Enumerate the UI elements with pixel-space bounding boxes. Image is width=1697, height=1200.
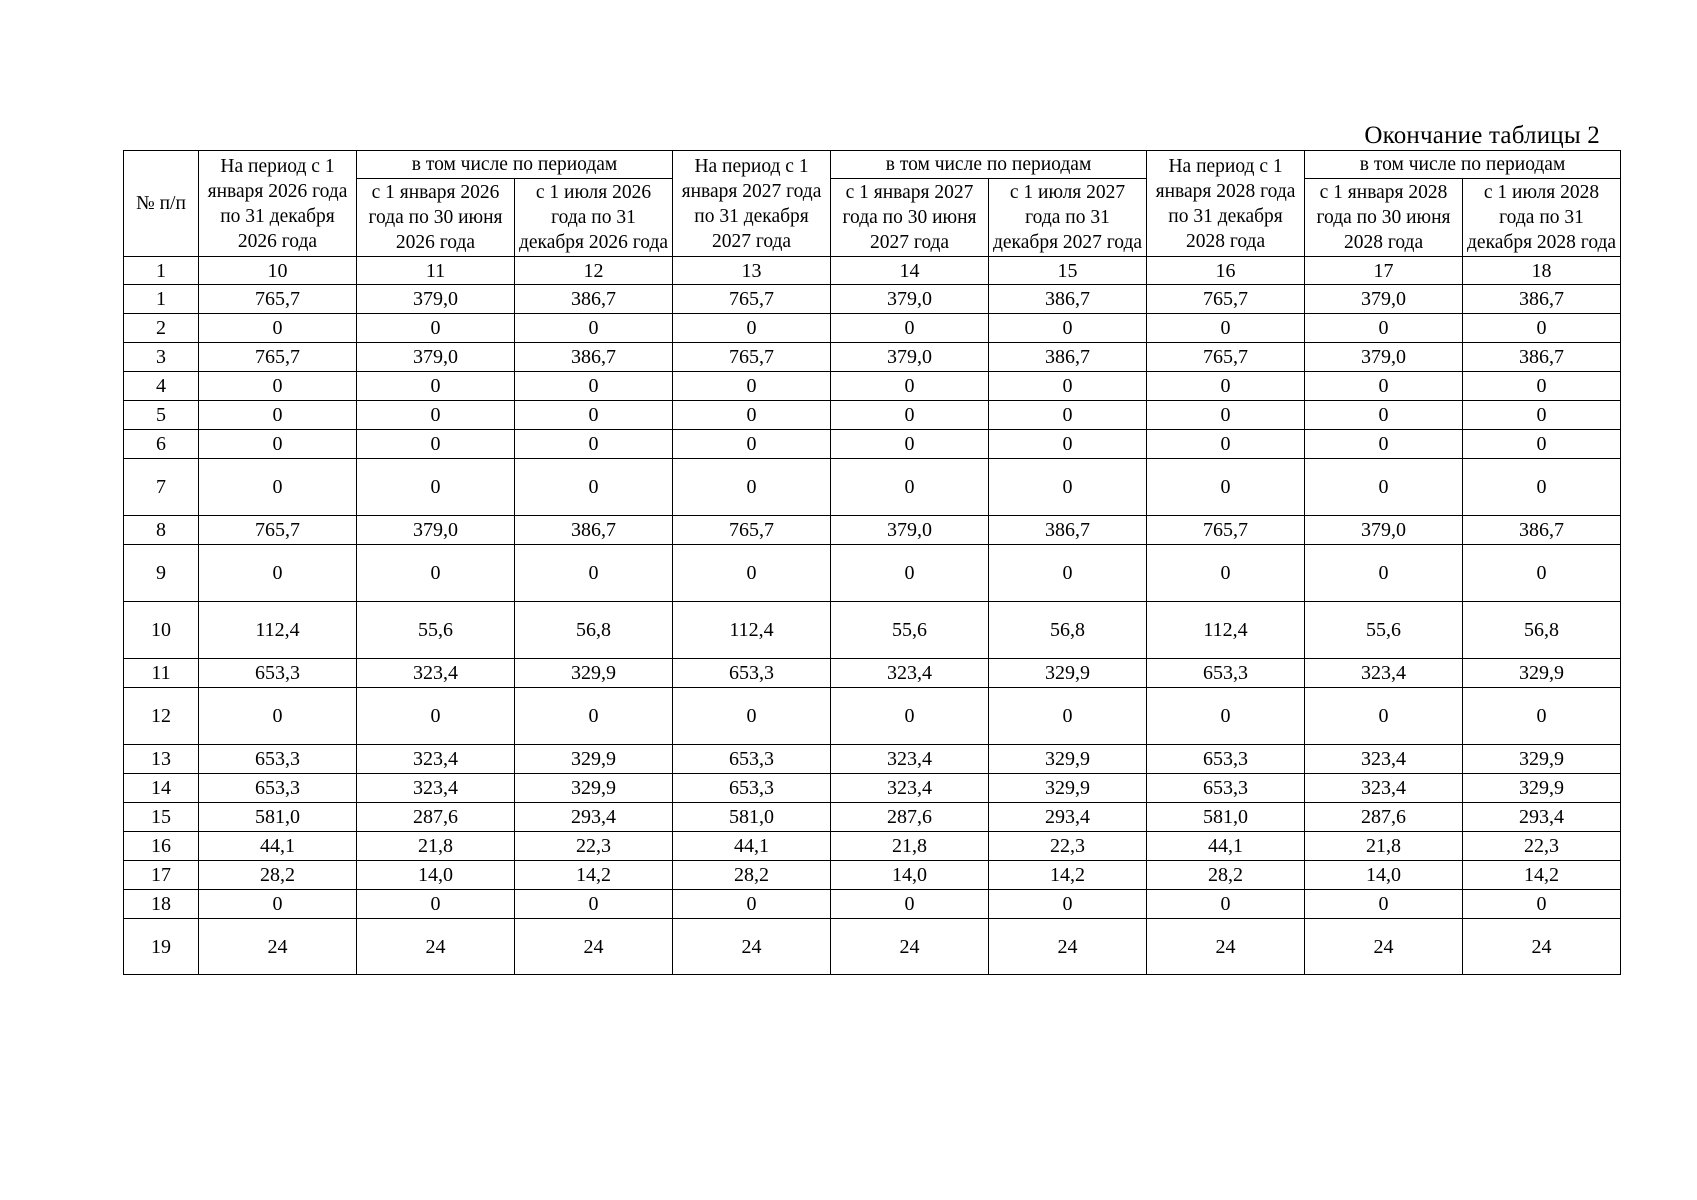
value-cell: 0: [831, 314, 989, 343]
header-subperiods-2028: в том числе по периодам: [1305, 151, 1621, 179]
header-period-2027: На период с 1 января 2027 года по 31 декабря 2027 года: [673, 151, 831, 257]
table-row: [124, 285, 1621, 314]
value-cell: 765,7: [673, 516, 831, 545]
value-cell: 14,2: [515, 861, 673, 890]
value-cell: 653,3: [1147, 774, 1305, 803]
value-cell: 653,3: [673, 745, 831, 774]
table-row: [124, 688, 1621, 745]
value-cell: 386,7: [515, 516, 673, 545]
value-cell: 765,7: [673, 285, 831, 314]
value-cell: 0: [1463, 314, 1621, 343]
value-cell: 22,3: [515, 832, 673, 861]
value-cell: 0: [673, 372, 831, 401]
table-row: [124, 890, 1621, 919]
value-cell: 0: [1147, 890, 1305, 919]
value-cell: 24: [199, 919, 357, 975]
value-cell: 0: [1147, 430, 1305, 459]
value-cell: 21,8: [831, 832, 989, 861]
value-cell: 323,4: [831, 774, 989, 803]
value-cell: 323,4: [1305, 774, 1463, 803]
column-number: 18: [1463, 257, 1621, 285]
value-cell: 0: [1147, 545, 1305, 602]
value-cell: 0: [1305, 545, 1463, 602]
value-cell: 329,9: [1463, 745, 1621, 774]
value-cell: 14,0: [831, 861, 989, 890]
value-cell: 55,6: [357, 602, 515, 659]
value-cell: 0: [1463, 688, 1621, 745]
column-number: 14: [831, 257, 989, 285]
value-cell: 112,4: [673, 602, 831, 659]
value-cell: 0: [199, 430, 357, 459]
value-cell: 112,4: [1147, 602, 1305, 659]
value-cell: 329,9: [515, 745, 673, 774]
value-cell: 0: [989, 545, 1147, 602]
value-cell: 329,9: [1463, 774, 1621, 803]
value-cell: 323,4: [1305, 745, 1463, 774]
value-cell: 0: [989, 401, 1147, 430]
row-number-cell: 19: [124, 919, 199, 975]
table-row: [124, 803, 1621, 832]
value-cell: 14,2: [1463, 861, 1621, 890]
value-cell: 287,6: [831, 803, 989, 832]
value-cell: 0: [1463, 430, 1621, 459]
value-cell: 0: [673, 688, 831, 745]
value-cell: 21,8: [357, 832, 515, 861]
table-header: [124, 151, 1621, 285]
value-cell: 0: [989, 314, 1147, 343]
value-cell: 0: [831, 890, 989, 919]
header-period-2028: На период с 1 января 2028 года по 31 декабря 2028 года: [1147, 151, 1305, 257]
value-cell: 0: [673, 314, 831, 343]
row-number-cell: 4: [124, 372, 199, 401]
value-cell: 56,8: [989, 602, 1147, 659]
value-cell: 0: [1305, 430, 1463, 459]
value-cell: 24: [989, 919, 1147, 975]
value-cell: 287,6: [1305, 803, 1463, 832]
value-cell: 379,0: [831, 285, 989, 314]
header-h1-2027: с 1 января 2027 года по 30 июня 2027 года: [831, 179, 989, 257]
value-cell: 0: [831, 688, 989, 745]
value-cell: 581,0: [1147, 803, 1305, 832]
value-cell: 323,4: [357, 659, 515, 688]
header-h2-2028: с 1 июля 2028 года по 31 декабря 2028 года: [1463, 179, 1621, 257]
value-cell: 379,0: [831, 516, 989, 545]
value-cell: 379,0: [1305, 516, 1463, 545]
value-cell: 386,7: [515, 343, 673, 372]
table-row: [124, 659, 1621, 688]
value-cell: 24: [357, 919, 515, 975]
value-cell: 24: [831, 919, 989, 975]
value-cell: 44,1: [673, 832, 831, 861]
value-cell: 0: [1463, 401, 1621, 430]
value-cell: 323,4: [831, 659, 989, 688]
value-cell: 0: [1147, 459, 1305, 516]
value-cell: 293,4: [515, 803, 673, 832]
value-cell: 0: [199, 688, 357, 745]
value-cell: 28,2: [199, 861, 357, 890]
value-cell: 0: [989, 890, 1147, 919]
value-cell: 386,7: [1463, 343, 1621, 372]
value-cell: 287,6: [357, 803, 515, 832]
column-number-row: [124, 257, 1621, 285]
value-cell: 765,7: [1147, 285, 1305, 314]
value-cell: 329,9: [989, 659, 1147, 688]
column-number: 13: [673, 257, 831, 285]
value-cell: 765,7: [199, 285, 357, 314]
value-cell: 0: [357, 430, 515, 459]
value-cell: 0: [357, 545, 515, 602]
value-cell: 0: [199, 401, 357, 430]
value-cell: 0: [1463, 372, 1621, 401]
value-cell: 581,0: [199, 803, 357, 832]
value-cell: 24: [1147, 919, 1305, 975]
value-cell: 56,8: [1463, 602, 1621, 659]
value-cell: 28,2: [673, 861, 831, 890]
value-cell: 0: [831, 372, 989, 401]
value-cell: 379,0: [1305, 285, 1463, 314]
value-cell: 0: [831, 430, 989, 459]
column-number: 16: [1147, 257, 1305, 285]
table-row: [124, 832, 1621, 861]
value-cell: 0: [989, 459, 1147, 516]
value-cell: 0: [199, 545, 357, 602]
value-cell: 653,3: [673, 774, 831, 803]
row-number-cell: 18: [124, 890, 199, 919]
value-cell: 28,2: [1147, 861, 1305, 890]
row-number-cell: 7: [124, 459, 199, 516]
value-cell: 379,0: [1305, 343, 1463, 372]
value-cell: 24: [673, 919, 831, 975]
value-cell: 0: [357, 459, 515, 516]
value-cell: 0: [515, 401, 673, 430]
column-number: 17: [1305, 257, 1463, 285]
column-number: 11: [357, 257, 515, 285]
value-cell: 0: [357, 890, 515, 919]
row-number-cell: 11: [124, 659, 199, 688]
value-cell: 0: [357, 372, 515, 401]
header-subperiods-2026: в том числе по периодам: [357, 151, 673, 179]
value-cell: 293,4: [1463, 803, 1621, 832]
header-h2-2026: с 1 июля 2026 года по 31 декабря 2026 года: [515, 179, 673, 257]
value-cell: 24: [1463, 919, 1621, 975]
value-cell: 765,7: [1147, 343, 1305, 372]
value-cell: 653,3: [199, 745, 357, 774]
value-cell: 379,0: [357, 285, 515, 314]
table-row: [124, 602, 1621, 659]
value-cell: 386,7: [989, 285, 1147, 314]
value-cell: 14,2: [989, 861, 1147, 890]
value-cell: 0: [1305, 459, 1463, 516]
value-cell: 0: [515, 430, 673, 459]
value-cell: 22,3: [1463, 832, 1621, 861]
table-row: [124, 401, 1621, 430]
value-cell: 581,0: [673, 803, 831, 832]
column-number: 15: [989, 257, 1147, 285]
value-cell: 44,1: [1147, 832, 1305, 861]
value-cell: 21,8: [1305, 832, 1463, 861]
value-cell: 379,0: [357, 343, 515, 372]
header-subperiods-2027: в том числе по периодам: [831, 151, 1147, 179]
value-cell: 329,9: [515, 774, 673, 803]
value-cell: 323,4: [357, 774, 515, 803]
value-cell: 293,4: [989, 803, 1147, 832]
value-cell: 323,4: [831, 745, 989, 774]
table-row: [124, 372, 1621, 401]
value-cell: 0: [673, 430, 831, 459]
value-cell: 0: [1147, 372, 1305, 401]
value-cell: 0: [1305, 890, 1463, 919]
value-cell: 0: [199, 459, 357, 516]
value-cell: 0: [1305, 688, 1463, 745]
value-cell: 55,6: [1305, 602, 1463, 659]
value-cell: 0: [357, 401, 515, 430]
table-row: [124, 430, 1621, 459]
value-cell: 0: [673, 890, 831, 919]
value-cell: 0: [515, 314, 673, 343]
value-cell: 14,0: [357, 861, 515, 890]
value-cell: 765,7: [199, 343, 357, 372]
value-cell: 0: [515, 890, 673, 919]
value-cell: 386,7: [989, 343, 1147, 372]
value-cell: 386,7: [515, 285, 673, 314]
value-cell: 56,8: [515, 602, 673, 659]
value-cell: 0: [831, 459, 989, 516]
value-cell: 0: [199, 314, 357, 343]
value-cell: 0: [1463, 890, 1621, 919]
row-number-cell: 1: [124, 285, 199, 314]
value-cell: 0: [1463, 545, 1621, 602]
value-cell: 0: [673, 545, 831, 602]
value-cell: 55,6: [831, 602, 989, 659]
value-cell: 379,0: [357, 516, 515, 545]
value-cell: 0: [673, 459, 831, 516]
value-cell: 0: [989, 372, 1147, 401]
header-period-2026: На период с 1 января 2026 года по 31 декабря 2026 года: [199, 151, 357, 257]
row-number-cell: 10: [124, 602, 199, 659]
column-number: 1: [124, 257, 199, 285]
value-cell: 0: [515, 459, 673, 516]
header-h2-2027: с 1 июля 2027 года по 31 декабря 2027 года: [989, 179, 1147, 257]
row-number-cell: 14: [124, 774, 199, 803]
table-body: [124, 285, 1621, 975]
value-cell: 0: [989, 688, 1147, 745]
value-cell: 0: [831, 401, 989, 430]
column-number: 10: [199, 257, 357, 285]
table-row: [124, 545, 1621, 602]
row-number-cell: 13: [124, 745, 199, 774]
value-cell: 329,9: [989, 745, 1147, 774]
row-number-cell: 15: [124, 803, 199, 832]
header-h1-2026: с 1 января 2026 года по 30 июня 2026 года: [357, 179, 515, 257]
value-cell: 653,3: [1147, 659, 1305, 688]
value-cell: 0: [673, 401, 831, 430]
table-row: [124, 516, 1621, 545]
value-cell: 44,1: [199, 832, 357, 861]
value-cell: 386,7: [1463, 516, 1621, 545]
header-h1-2028: с 1 января 2028 года по 30 июня 2028 года: [1305, 179, 1463, 257]
value-cell: 24: [1305, 919, 1463, 975]
value-cell: 323,4: [357, 745, 515, 774]
value-cell: 323,4: [1305, 659, 1463, 688]
value-cell: 0: [357, 314, 515, 343]
row-number-cell: 17: [124, 861, 199, 890]
value-cell: 0: [1305, 372, 1463, 401]
table-row: [124, 745, 1621, 774]
table-row: [124, 343, 1621, 372]
value-cell: 0: [1147, 401, 1305, 430]
row-number-cell: 9: [124, 545, 199, 602]
value-cell: 329,9: [989, 774, 1147, 803]
table-row: [124, 774, 1621, 803]
value-cell: 329,9: [1463, 659, 1621, 688]
value-cell: 0: [515, 688, 673, 745]
value-cell: 0: [199, 372, 357, 401]
table-caption: Окончание таблицы 2: [1364, 122, 1600, 149]
table-row: [124, 459, 1621, 516]
value-cell: 14,0: [1305, 861, 1463, 890]
value-cell: 24: [515, 919, 673, 975]
value-cell: 0: [1305, 314, 1463, 343]
value-cell: 0: [357, 688, 515, 745]
value-cell: 0: [831, 545, 989, 602]
row-number-cell: 5: [124, 401, 199, 430]
value-cell: 0: [989, 430, 1147, 459]
data-table: [123, 150, 1621, 975]
row-number-cell: 2: [124, 314, 199, 343]
value-cell: 386,7: [989, 516, 1147, 545]
value-cell: 653,3: [673, 659, 831, 688]
value-cell: 0: [515, 372, 673, 401]
table-row: [124, 861, 1621, 890]
column-number: 12: [515, 257, 673, 285]
value-cell: 653,3: [1147, 745, 1305, 774]
value-cell: 653,3: [199, 659, 357, 688]
value-cell: 379,0: [831, 343, 989, 372]
value-cell: 112,4: [199, 602, 357, 659]
value-cell: 765,7: [199, 516, 357, 545]
value-cell: 0: [1147, 688, 1305, 745]
row-number-cell: 12: [124, 688, 199, 745]
value-cell: 0: [1463, 459, 1621, 516]
value-cell: 653,3: [199, 774, 357, 803]
value-cell: 22,3: [989, 832, 1147, 861]
value-cell: 329,9: [515, 659, 673, 688]
value-cell: 0: [1147, 314, 1305, 343]
row-number-cell: 3: [124, 343, 199, 372]
value-cell: 386,7: [1463, 285, 1621, 314]
value-cell: 0: [199, 890, 357, 919]
row-number-cell: 8: [124, 516, 199, 545]
table-row: [124, 314, 1621, 343]
row-number-cell: 6: [124, 430, 199, 459]
header-row-number: № п/п: [124, 151, 199, 257]
value-cell: 765,7: [1147, 516, 1305, 545]
value-cell: 0: [1305, 401, 1463, 430]
row-number-cell: 16: [124, 832, 199, 861]
value-cell: 765,7: [673, 343, 831, 372]
table-row: [124, 919, 1621, 975]
value-cell: 0: [515, 545, 673, 602]
